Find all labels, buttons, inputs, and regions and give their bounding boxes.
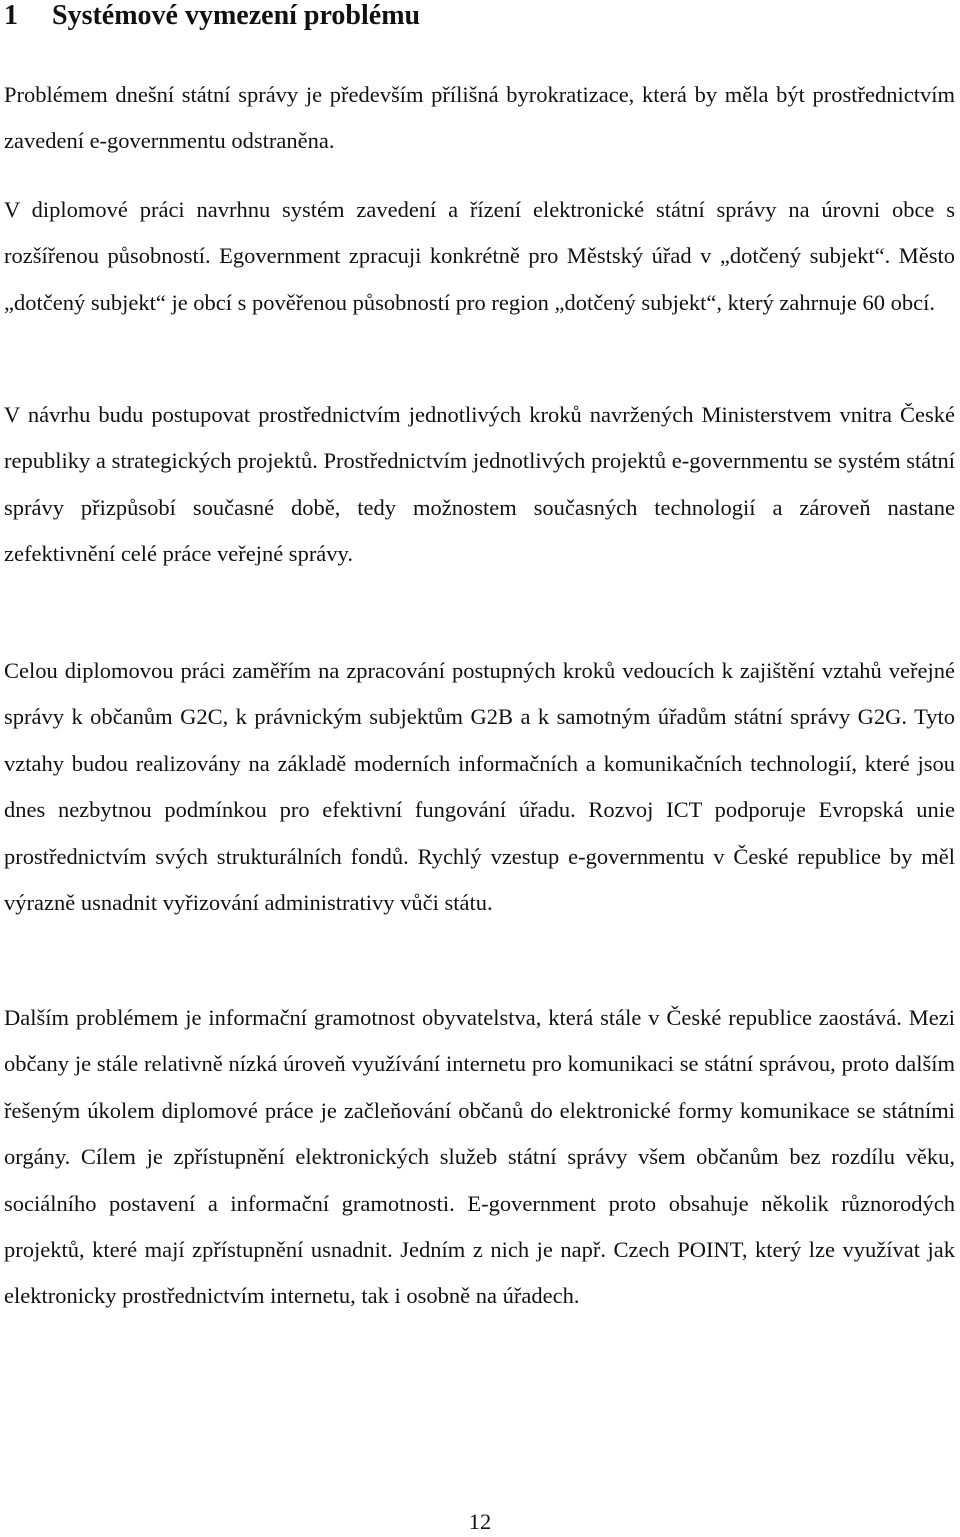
paragraph-relations: Celou diplomovou práci zaměřím na zpracování postupných kroků vedoucích k zajištění vztahů veřejné správy k občanům G2C, k právnickým subjektům G2B a k samotným úřadům státní správy G2G. Tyto vztahy budou realizovány na základě moderních informačních a komunikačních technologií, které jsou dnes nezbytnou podmínkou pro efektivní fungování úřadu. Rozvoj ICT podporuje Evropská unie prostřednictvím svých strukturálních fondů. Rychlý vzestup e-governmentu v České republice by měl výrazně usnadnit vyřizování administrativy vůči státu.: [4, 658, 955, 916]
section-number: 1: [4, 0, 18, 31]
paragraph-literacy: Dalším problémem je informační gramotnost obyvatelstva, která stále v České republice zaostává. Mezi občany je stále relativně nízká úroveň využívání internetu pro komunikaci se státní správou, proto dalším řešeným úkolem diplomové práce je začleňování občanů do elektronické formy komunikace se státními orgány. Cílem je zpřístupnění elektronických služeb státní správy všem občanům bez rozdílu věku, sociálního postavení a informační gramotnosti. E-government proto obsahuje několik různorodých projektů, které mají zpřístupnění usnadnit. Jedním z nich je např. Czech POINT, který lze využívat jak elektronicky prostřednictvím internetu, tak i osobně na úřadech.: [4, 1005, 955, 1309]
page-number: 12: [468, 1509, 492, 1534]
paragraph-approach: V návrhu budu postupovat prostřednictvím jednotlivých kroků navržených Ministerstvem vnitra České republiky a strategických projektů. Prostřednictvím jednotlivých projektů e-governmentu se systém státní správy přizpůsobí současné době, tedy možnostem současných technologií a zároveň nastane zefektivnění celé práce veřejné správy.: [4, 402, 955, 567]
paragraph-problem: Problémem dnešní státní správy je především přílišná byrokratizace, která by měla být prostřednictvím zavedení e-governmentu odstraněna.: [4, 82, 955, 154]
section-heading: [4, 0, 420, 36]
section-title: Systémové vymezení problému: [52, 0, 421, 31]
paragraph-thesis-scope: V diplomové práci navrhnu systém zavedení a řízení elektronické státní správy na úrovni obce s rozšířenou působností. Egovernment zpracuji konkrétně pro Městský úřad v „dotčený subjekt“. Město „dotčený subjekt“ je obcí s pověřenou působností pro region „dotčený subjekt“, který zahrnuje 60 obcí.: [4, 197, 955, 315]
